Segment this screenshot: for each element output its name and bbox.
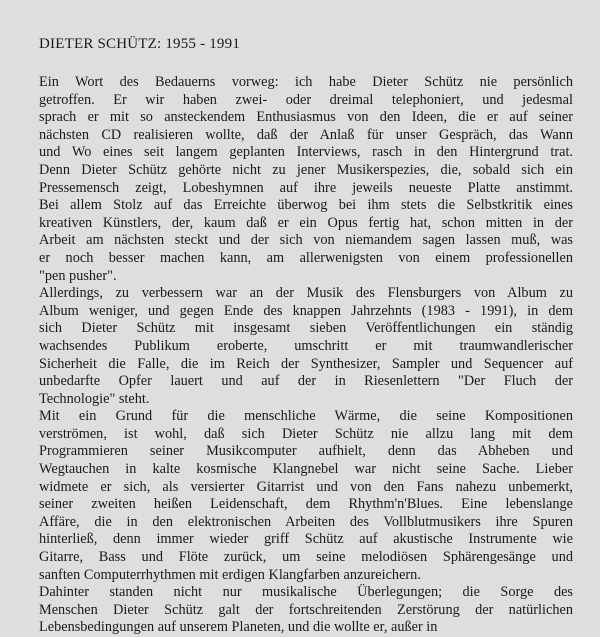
- text-line: Mit ein Grund für die menschliche Wärme, die seine Kompositionen: [39, 408, 573, 425]
- paragraph: [39, 74, 573, 285]
- text-line: Lebensbedingungen auf unserem Planeten, und die wollte er, außer in: [39, 619, 438, 636]
- text-line: Album weniger, und gegen Ende des knappen Jahrzehnts (1983 - 1991), in dem: [39, 302, 573, 319]
- page-title: DIETER SCHÜTZ: 1955 - 1991: [39, 36, 241, 52]
- text-line: unbedarfte Opfer lauert und auf der in Riesenlettern "Der Fluch der: [39, 373, 573, 390]
- text-line: hinterließ, denn immer wieder griff Schütz auf akustische Instrumente wie: [39, 531, 573, 548]
- text-line: sanften Computerrhythmen mit erdigen Klangfarben anzureichern.: [39, 566, 421, 583]
- text-line: wachsendes Publikum eroberte, umschritt er mit traumwandlerischer: [39, 337, 573, 354]
- text-line: er noch besser machen kann, am allerwenigsten von einem professionellen: [39, 249, 573, 266]
- text-line: Dahinter standen nicht nur musikalische Überlegungen; die Sorge des: [39, 584, 573, 601]
- text-line: Sicherheit die Falle, die im Reich der Synthesizer, Sampler und Sequencer auf: [39, 355, 573, 372]
- text-line: Denn Dieter Schütz gehörte nicht zu jener Musikerspezies, die, sobald sich ein: [39, 161, 573, 178]
- text-line: Programmieren seiner Musikcomputer aufhielt, denn das Abheben und: [39, 443, 573, 460]
- text-line: widmete er sich, als versierter Gitarrist und von den Fans nahezu unbemerkt,: [39, 478, 573, 495]
- text-line: Menschen Dieter Schütz galt der fortschreitenden Zerstörung der natürlichen: [39, 601, 573, 618]
- text-line: und Wo eines seit langem geplanten Interviews, rasch in den Hintergrund trat.: [39, 144, 573, 161]
- text-line: verströmen, ist wohl, daß sich Dieter Schütz nie allzu lang mit dem: [39, 425, 573, 442]
- paragraph: [39, 408, 573, 584]
- text-line: getroffen. Er wir haben zwei- oder dreimal telephoniert, und jedesmal: [39, 91, 573, 108]
- text-line: Technologie" steht.: [39, 390, 150, 407]
- text-line: sich Dieter Schütz mit insgesamt sieben Veröffentlichungen ein ständig: [39, 320, 573, 337]
- document-page: [39, 34, 573, 637]
- text-line: Gitarre, Bass und Flöte zurück, um seine melodiösen Sphärengesänge und: [39, 549, 573, 566]
- text-line: Ein Wort des Bedauerns vorweg: ich habe Dieter Schütz nie persönlich: [39, 74, 573, 90]
- body-text: [39, 74, 573, 637]
- text-line: Affäre, die in den elektronischen Arbeiten des Vollblutmusikers ihre Spuren: [39, 513, 573, 530]
- text-line: Bei allem Stolz auf das Erreichte überwog bei ihm stets die Selbstkritik eines: [39, 197, 573, 214]
- text-line: seiner zweiten heißen Leidenschaft, dem Rhythm'n'Blues. Eine lebenslange: [39, 496, 573, 513]
- text-line: "pen pusher".: [39, 267, 117, 284]
- text-line: Pressemensch zeigt, Lobeshymnen auf ihre jeweils neueste Platte anstimmt.: [39, 179, 573, 196]
- paragraph: [39, 285, 573, 408]
- paragraph: [39, 584, 573, 637]
- text-line: Arbeit am nächsten steckt und der sich von niemandem sagen lassen muß, was: [39, 232, 573, 249]
- text-line: Wegtauchen in kalte kosmische Klangnebel war nicht seine Sache. Lieber: [39, 461, 573, 478]
- text-line: Allerdings, zu verbessern war an der Musik des Flensburgers von Album zu: [39, 285, 573, 302]
- text-line: sprach er mit so ansteckendem Enthusiasmus von den Ideen, die er auf seiner: [39, 109, 573, 126]
- text-line: nächsten CD realisieren wollte, daß der Anlaß für unser Gespräch, das Wann: [39, 126, 573, 143]
- text-line: kreativen Künstlers, der, kaum daß er ein Opus fertig hat, schon mitten in der: [39, 214, 573, 231]
